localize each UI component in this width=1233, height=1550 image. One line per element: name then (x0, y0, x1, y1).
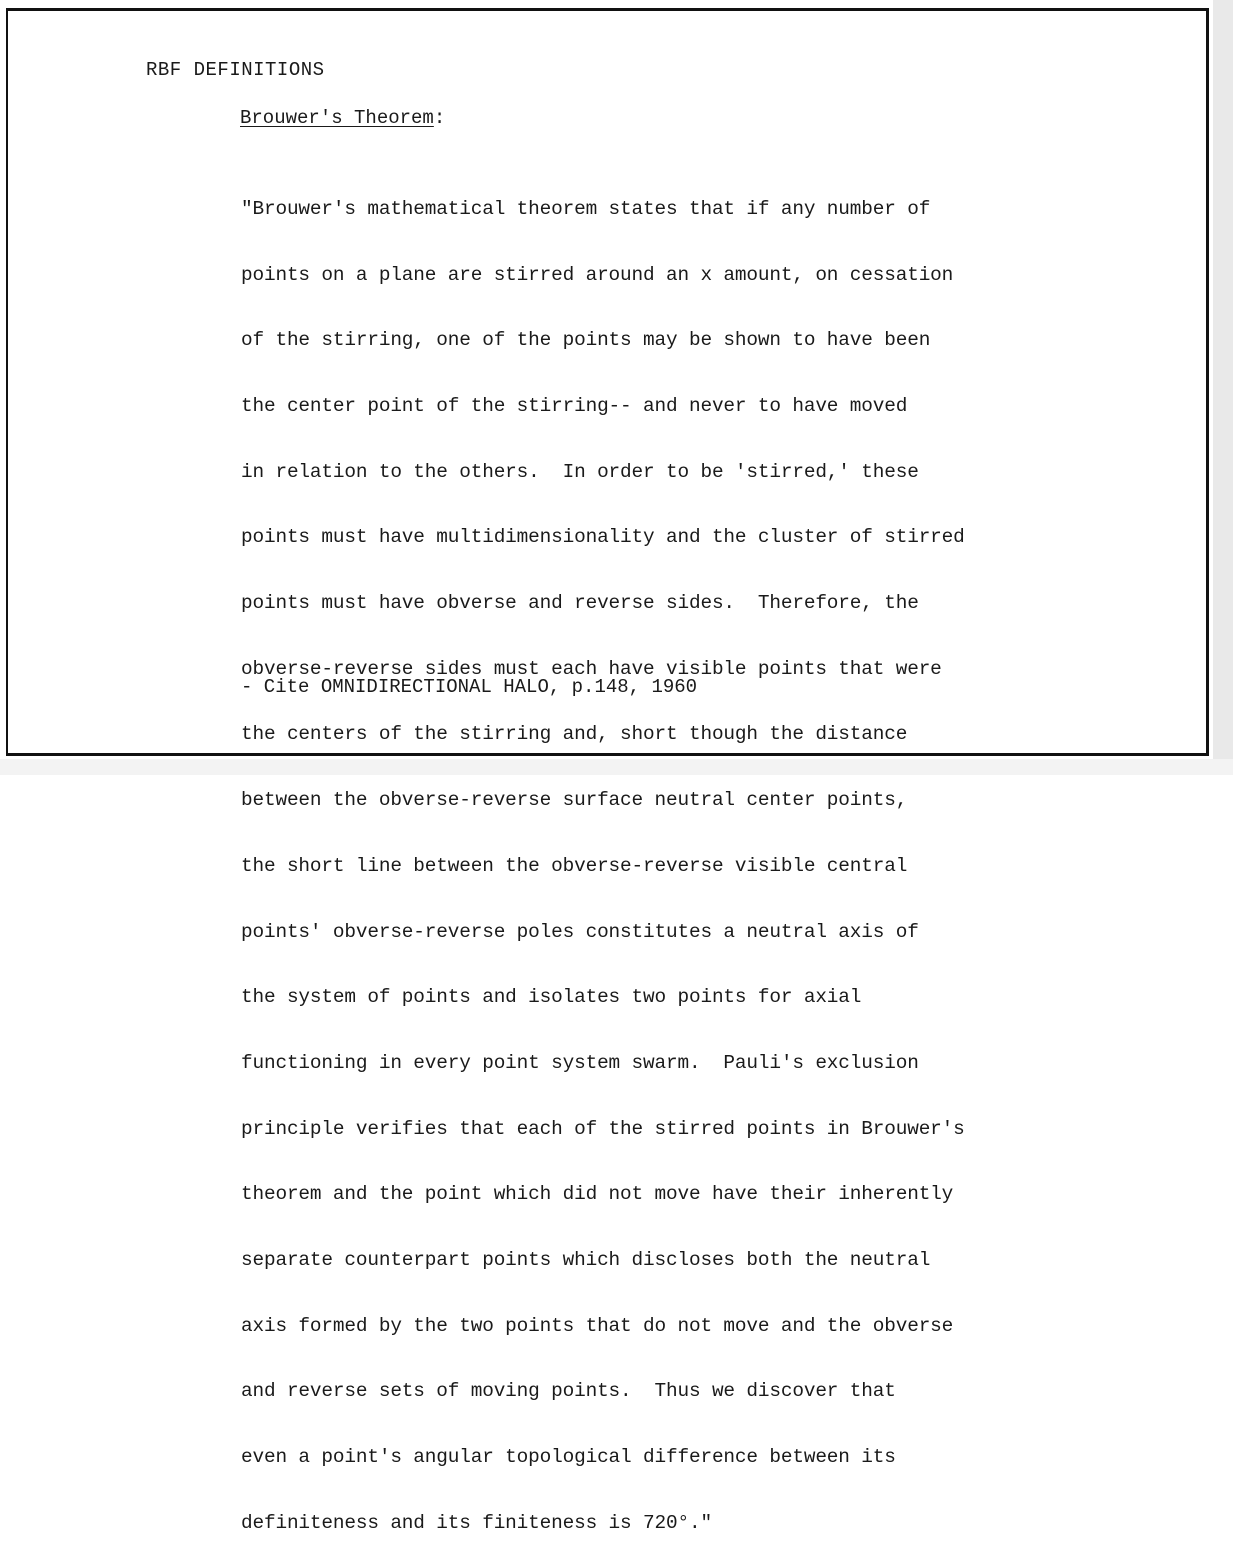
quote-line: separate counterpart points which discloses both the neutral (241, 1249, 931, 1272)
quote-body (241, 155, 965, 1550)
scan-edge (1213, 0, 1233, 775)
quote-line: of the stirring, one of the points may be shown to have been (241, 329, 931, 352)
quote-line: in relation to the others. In order to be 'stirred,' these (241, 460, 919, 483)
quote-line: theorem and the point which did not move have their inherently (241, 1183, 954, 1206)
quote-line: points must have obverse and reverse sides. Therefore, the (241, 592, 919, 615)
quote-line: and reverse sets of moving points. Thus we discover that (241, 1380, 896, 1403)
quote-line: functioning in every point system swarm. Pauli's exclusion (241, 1051, 919, 1074)
quote-line: points on a plane are stirred around an x amount, on cessation (241, 263, 954, 286)
quote-line: points must have multidimensionality and the cluster of stirred (241, 526, 965, 549)
quote-line: definiteness and its finiteness is 720°." (241, 1511, 712, 1534)
quote-line: the center point of the stirring-- and never to have moved (241, 394, 908, 417)
quote-line: points' obverse-reverse poles constitutes a neutral axis of (241, 920, 919, 943)
section-header: RBF DEFINITIONS (146, 59, 325, 81)
quote-line: obverse-reverse sides must each have visible points that were (241, 657, 942, 680)
quote-line: even a point's angular topological difference between its (241, 1446, 896, 1469)
quote-line: the short line between the obverse-reverse visible central (241, 854, 908, 877)
quote-line: axis formed by the two points that do not move and the obverse (241, 1314, 954, 1337)
quote-line: the system of points and isolates two points for axial (241, 986, 862, 1009)
quote-line: "Brouwer's mathematical theorem states that if any number of (241, 197, 931, 220)
term-title-suffix: : (433, 107, 446, 129)
quote-line: the centers of the stirring and, short though the distance (241, 723, 908, 746)
quote-line: between the obverse-reverse surface neutral center points, (241, 789, 908, 812)
term-title: Brouwer's Theorem (240, 107, 434, 129)
citation: - Cite OMNIDIRECTIONAL HALO, p.148, 1960 (241, 676, 698, 698)
quote-line: principle verifies that each of the stirred points in Brouwer's (241, 1117, 965, 1140)
term-heading (240, 107, 445, 129)
